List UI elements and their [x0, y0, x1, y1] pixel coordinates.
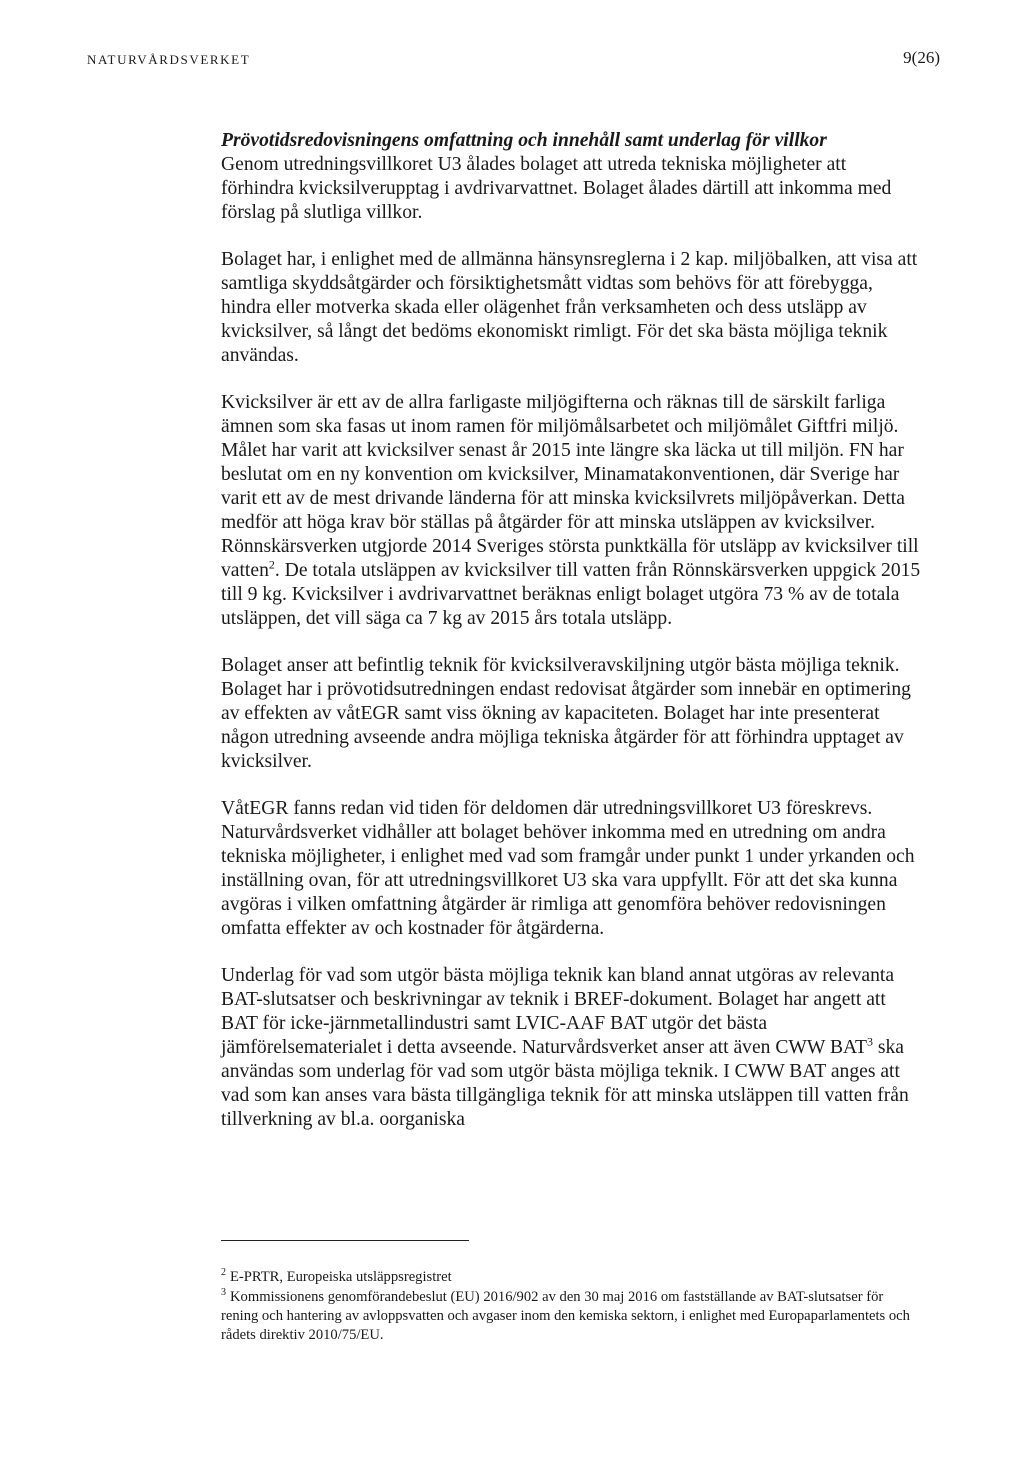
footnote-text: Kommissionens genomförandebeslut (EU) 2016/902 av den 30 maj 2016 om fastställande av BAT-slutsatser för rening och hantering av avloppsvatten och avgaser inom den kemiska sektorn, i enlighet med Europaparlamentets och rådets direktiv 2010/75/EU.	[221, 1289, 910, 1343]
footnote-ref-3[interactable]: 3	[866, 1034, 873, 1049]
paragraph-3-text-a: Kvicksilver är ett av de allra farligaste miljögifterna och räknas till de särskilt farliga ämnen som ska fasas ut inom ramen för miljömålsarbetet och miljömålet Giftfri miljö. Målet har varit att kvicksilver senast år 2015 inte längre ska läcka ut till miljön. FN har beslutat om en ny konvention om kvicksilver, Minamatakonventionen, där Sverige har varit ett av de mest drivande länderna för att minska kvicksilvrets miljöpåverkan. Detta medför att höga krav bör ställas på åtgärder för att minska utsläppen av kvicksilver. Rönnskärsverken utgjorde 2014 Sveriges största punktkälla för utsläpp av kvicksilver till vatten	[221, 392, 919, 581]
footnote-3	[221, 1288, 921, 1345]
section-heading: Prövotidsredovisningens omfattning och innehåll samt underlag för villkor	[221, 130, 827, 151]
paragraph-6	[221, 964, 921, 1132]
paragraph-1	[221, 129, 921, 225]
paragraph-6-text-a: Underlag för vad som utgör bästa möjliga teknik kan bland annat utgöras av relevanta BAT-slutsatser och beskrivningar av teknik i BREF-dokument. Bolaget har angett att BAT för icke-järnmetallindustri samt LVIC-AAF BAT utgör det bästa jämförelsematerialet i detta avseende. Naturvårdsverket anser att även CWW BAT	[221, 965, 895, 1058]
paragraph-2: Bolaget har, i enlighet med de allmänna hänsynsreglerna i 2 kap. miljöbalken, att visa att samtliga skyddsåtgärder och försiktighetsmått vidtas som behövs för att förebygga, hindra eller motverka skada eller olägenhet från verksamheten och dess utsläpp av kvicksilver, så långt det bedöms ekonomiskt rimligt. För det ska bästa möjliga teknik användas.	[221, 249, 918, 366]
main-content	[221, 129, 921, 1155]
paragraph-4: Bolaget anser att befintlig teknik för kvicksilveravskiljning utgör bästa möjliga teknik. Bolaget har i prövotidsutredningen endast redovisat åtgärder som innebär en optimering av effekten av våtEGR samt viss ökning av kapaciteten. Bolaget har inte presenterat någon utredning avseende andra möjliga tekniska åtgärder för att förhindra upptaget av kvicksilver.	[221, 655, 911, 772]
footnote-number: 2	[221, 1267, 226, 1279]
page-number: 9(26)	[903, 48, 940, 67]
paragraph-3	[221, 391, 921, 631]
organization-name: NATURVÅRDSVERKET	[87, 52, 251, 67]
footnote-text: E-PRTR, Europeiska utsläppsregistret	[230, 1269, 452, 1285]
footnote-ref-2[interactable]: 2	[268, 557, 275, 572]
paragraph-6-text-b: ska användas som underlag för vad som utgör bästa möjliga teknik. I CWW BAT anges att vad som kan anses vara bästa tillgängliga teknik för att minska utsläppen till vatten från tillverkning av bl.a. oorganiska	[221, 1037, 909, 1130]
paragraph-3-text-b: . De totala utsläppen av kvicksilver till vatten från Rönnskärsverken uppgick 2015 till 9 kg. Kvicksilver i avdrivarvattnet beräknas enligt bolaget utgöra 73 % av de totala utsläppen, det vill säga ca 7 kg av 2015 års totala utsläpp.	[221, 560, 921, 629]
paragraph-1-text: Genom utredningsvillkoret U3 ålades bolaget att utreda tekniska möjligheter att förhindra kvicksilverupptag i avdrivarvattnet. Bolaget ålades därtill att inkomma med förslag på slutliga villkor.	[221, 154, 892, 223]
footnote-separator	[221, 1240, 469, 1241]
footnote-number: 3	[221, 1287, 226, 1299]
paragraph-5: VåtEGR fanns redan vid tiden för deldomen där utredningsvillkoret U3 föreskrevs. Naturvårdsverket vidhåller att bolaget behöver inkomma med en utredning om andra tekniska möjligheter, i enlighet med vad som framgår under punkt 1 under yrkanden och inställning ovan, för att utredningsvillkoret U3 ska vara uppfyllt. För att det ska kunna avgöras i vilken omfattning åtgärder är rimliga att genomföra behöver redovisningen omfatta effekter av och kostnader för åtgärderna.	[221, 798, 915, 939]
footnotes	[221, 1268, 921, 1346]
footnote-2	[221, 1268, 921, 1287]
